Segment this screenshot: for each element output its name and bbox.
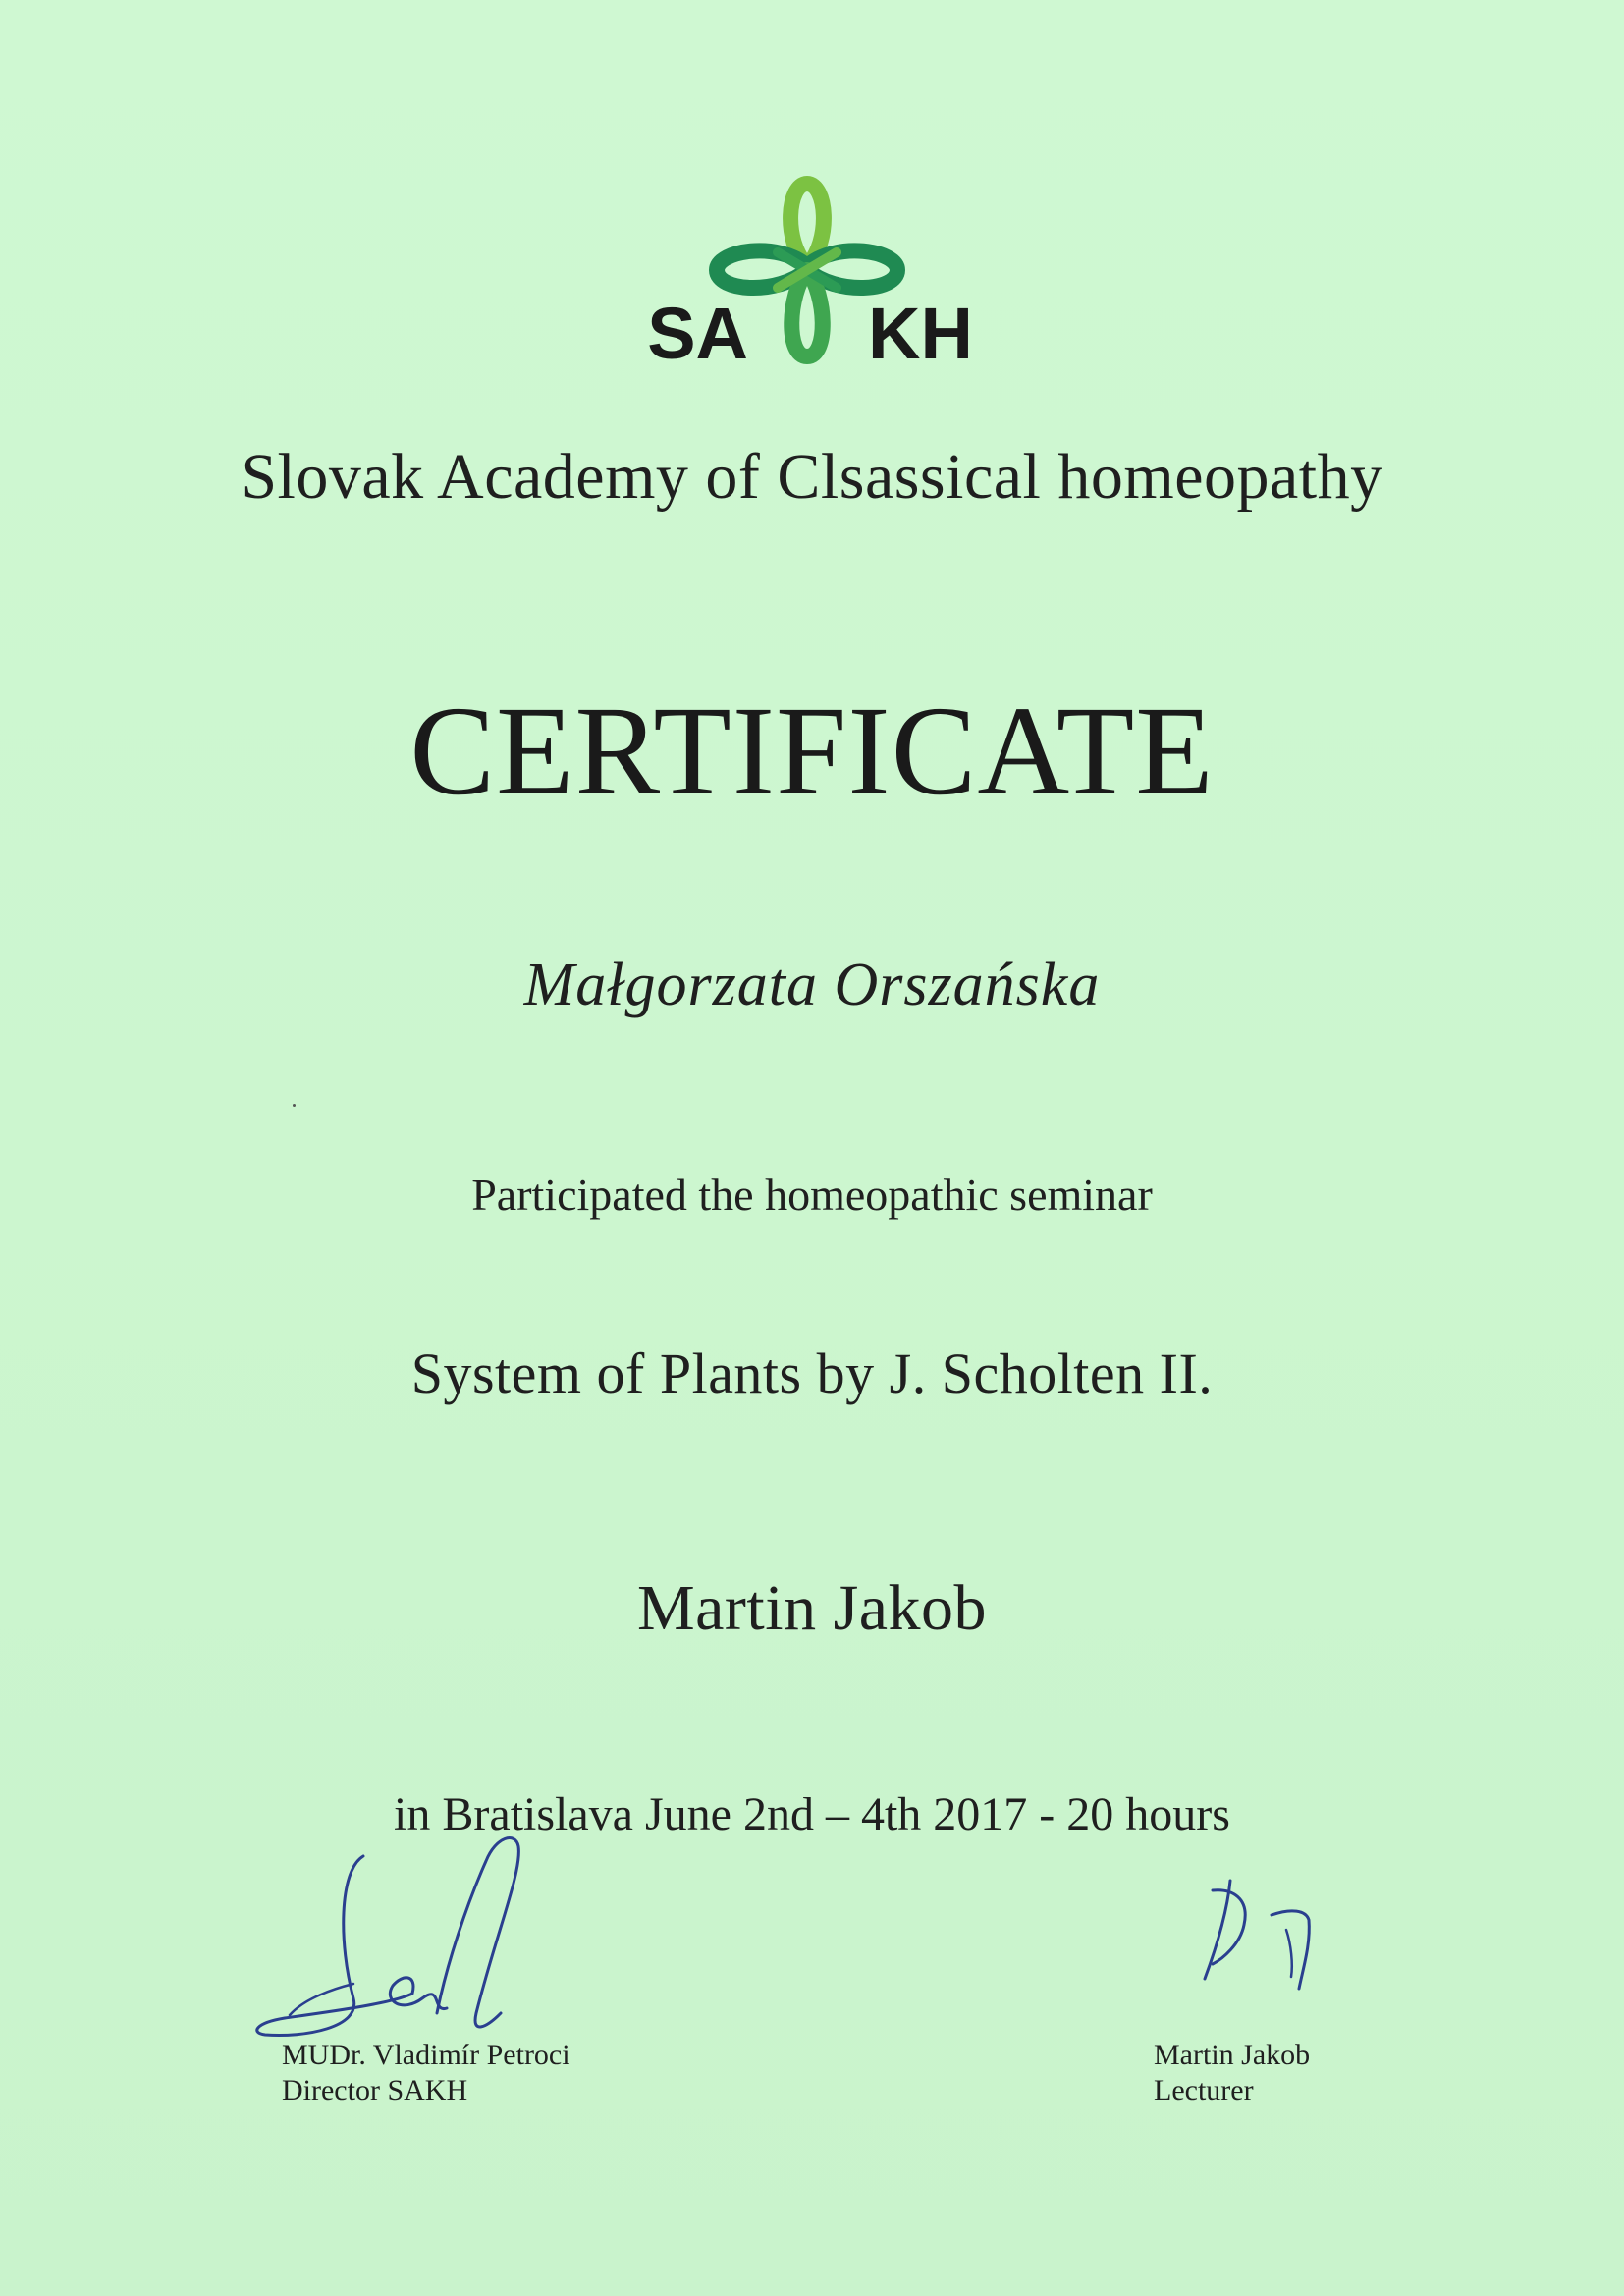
logo-text-right: KH [868, 293, 973, 368]
paper-speck [293, 1104, 296, 1107]
certificate-title: CERTIFICATE [409, 681, 1215, 822]
handwritten-signature-icon [245, 1827, 569, 2052]
handwritten-initials-icon [1193, 1871, 1340, 1998]
participation-text: Participated the homeopathic seminar [471, 1170, 1153, 1220]
director-role: Director SAKH [282, 2074, 468, 2106]
lecturer-role: Lecturer [1154, 2074, 1254, 2106]
sakh-logo [601, 172, 1013, 368]
lecturer-name: Martin Jakob [636, 1572, 988, 1644]
seminar-title: System of Plants by J. Scholten II. [410, 1341, 1214, 1405]
logo-text-left: SA [647, 293, 748, 368]
director-name: MUDr. Vladimír Petroci [282, 2039, 570, 2071]
recipient-name: Małgorzata Orszańska [523, 952, 1101, 1018]
lecturer-signatory-name: Martin Jakob [1154, 2039, 1311, 2071]
director-signature-block [282, 2038, 570, 2108]
lecturer-signature-block [1154, 2038, 1310, 2108]
academy-name: Slovak Academy of Clsassical homeopathy [241, 441, 1383, 513]
event-details: in Bratislava June 2nd – 4th 2017 - 20 hours [394, 1788, 1230, 1840]
